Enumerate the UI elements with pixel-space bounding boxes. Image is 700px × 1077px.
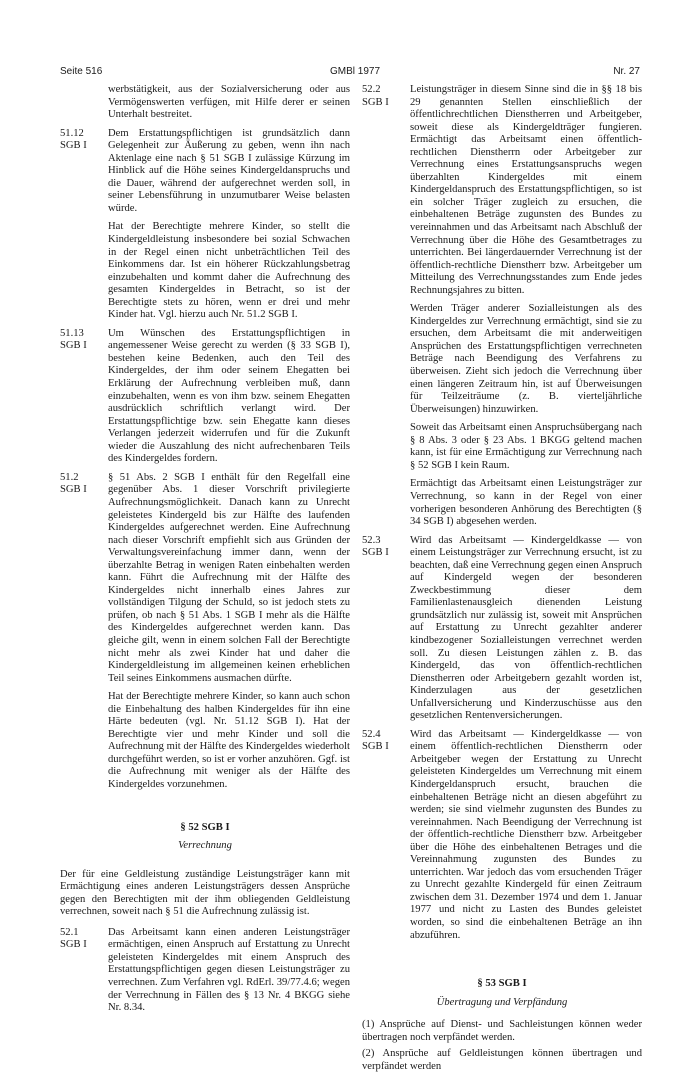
section-subtitle: Übertragung und Verpfändung	[436, 996, 568, 1008]
section-subtitle: Verrechnung	[178, 840, 232, 852]
left-column	[60, 84, 350, 1021]
entry-51-12	[60, 128, 350, 322]
section-title: § 52 SGB I	[180, 821, 230, 833]
entry-number: 51.2 SGB I	[60, 471, 87, 496]
entry-52-3	[362, 535, 642, 723]
paragraph: Hat der Berechtigte mehrere Kinder, so kann auch schon die Einbehaltung des halben Kindergeldes für ihn eine Härte bedeuten (vgl. Nr. 51.12 SGB I). Hat der Berechtigte vier und mehr Kinder und soll die Aufrechnung mit der Hälfte des Kindergeldes wiederholt durchgeführt werden, so ist er vorher anzuhören. Ggf. ist die Aufrechnung mit weniger als der Hälfte des Kindergeldes vorzunehmen.	[108, 691, 350, 790]
right-column	[362, 84, 642, 1077]
entry-number: 52.2 SGB I	[362, 84, 389, 108]
section-title: § 53 SGB I	[477, 978, 527, 990]
section-52-intro	[60, 869, 350, 919]
paragraph: Das Arbeitsamt kann einen anderen Leistungsträger ermächtigen, einen Anspruch auf Erstattung zu Unrecht geleisteten Kindergeldes mit einem Anspruch des Erstattungspflichtigen gegen diesen Leistungsträger zu verrechnen. Zum Verfahren vgl. RdErl. 39/77.4.6; wegen der Verrechnung in Fällen des § 13 Nr. 4 BKGG siehe Nr. 8.34.	[108, 926, 350, 1014]
paragraph: § 51 Abs. 2 SGB I enthält für den Regelfall eine gegenüber Abs. 1 dieser Vorschrift privilegierte Aufrechnungsmöglichkeit. Danach kann zu Unrecht geleistetes Kindergeld bis zur Hälfte des laufenden Kindergeldes aufgerechnet werden. Eine Aufrechnung nach dieser Vorschrift empfiehlt sich aus Gründen der Verwaltungsvereinfachung immer dann, wenn der überzahlte Betrag in wenigen Raten einbehalten werden kann. Führt die Aufrechnung mit der Hälfte des Kindergeldes nicht innerhalb eines Jahres zur vollständigen Tilgung der Schuld, so ist jedoch stets zu prüfen, ob nach § 51 Abs. 1 SGB I mehr als die Hälfte des Kindergeldes aufgerechnet werden kann. Das gleiche gilt, wenn in einem solchen Fall der Berechtigte nicht mehr als zwei Kinder hat und daher die Kindergeldleistung im allgemeinen keinen erheblichen Teil seines Einkommens ausmachen dürfte.	[108, 471, 350, 684]
paragraph: Wird das Arbeitsamt — Kindergeldkasse — von einem öffentlich-rechtlichen Dienstherrn oder Arbeitgeber wegen der Erstattung zu Unrecht geleisteten Kindergeldes um Verrechnung mit einem Kindergeldanspruch ersucht, brauchen die einbehaltenen Beträge nicht an diesen abgeführt zu werden; sie sind vielmehr zugunsten des Bundes zu vereinnahmen. Nach Beendigung der Verrechnung ist der öffentlich-rechtliche Dienstherr bzw. Arbeitgeber über die Höhe des einbehaltenen Betrages und die Vereinnahmung zugunsten des Bundes zu unterrichten. War jedoch das vom ersuchenden Träger zu Unrecht gezahlte Kindergeld für einen Zeitraum zwischen dem 31. Dezember 1974 und dem 1. Januar 1977 und nicht zu Lasten des Bundes geleistet worden, so sind die einbehaltenen Beträge an ihn abzuführen.	[410, 728, 642, 941]
issue-number: Nr. 27	[613, 66, 640, 77]
paragraph: Hat der Berechtigte mehrere Kinder, so stellt die Kindergeldleistung insbesondere bei sozial Schwachen in der Regel einen nicht unbeträchtlichen Teil des Einkommens dar. Ist ein höherer Rückzahlungsbetrag einzubehalten und kommt daher die Aufrechnung des gesamten Kindergeldes in Betracht, so ist der Berechtigte stets zu hören, wenn er drei und mehr Kinder hat. Vgl. hierzu auch Nr. 51.2 SGB I.	[108, 221, 350, 321]
paragraph: Um Wünschen des Erstattungspflichtigen in angemessener Weise gerecht zu werden (§ 33 SGB I), bestehen keine Bedenken, auch den Teil des Kindergeldes, der ihm oder seinem Ehegatten bei Erklärung der Aufrechnung verbleiben muß, dann einzubehalten, wenn es von ihm bzw. seinem Ehegatten ausdrücklich schriftlich verlangt wird. Der Erstattungspflichtige bzw. sein Ehegatte kann dieses Verlangen jederzeit widerrufen und für die Zukunft wieder die Auszahlung des nicht aufrechenbaren Teils des Kindergeldes fordern.	[108, 327, 350, 465]
section-52-heading	[60, 822, 350, 853]
paragraph: Soweit das Arbeitsamt einen Anspruchsübergang nach § 8 Abs. 3 oder § 23 Abs. 1 BKGG geltend machen kann, ist für eine Ermächtigung zur Verrechnung nach § 52 SGB I kein Raum.	[410, 422, 642, 471]
paragraph: (2) Ansprüche auf Geldleistungen können übertragen und verpfändet werden	[362, 1048, 642, 1072]
entry-number: 52.4 SGB I	[362, 728, 389, 753]
paragraph: Der für eine Geldleistung zuständige Leistungsträger kann mit Ermächtigung eines anderen Leistungsträgers dessen Ansprüche gegen den Berechtigten mit der ihm obliegenden Geldleistung verrechnen, soweit nach § 51 die Aufrechnung zulässig ist.	[60, 868, 350, 918]
entry-number: 51.13 SGB I	[60, 327, 87, 352]
intro-continuation	[60, 84, 350, 122]
paragraph: Leistungsträger in diesem Sinne sind die in §§ 18 bis 29 genannten Stellen einschließlich der öffentlichrechtlichen Dienstherren und Arbeitgeber, soweit diese als Kindergeldträger fungieren. Ermächtigt das Arbeitsamt einen öffentlich-rechtlichen Dienstherrn oder Arbeitgeber zur Verrechnung eines Erstattungsanspruchs wegen überzahlten Kindergeldes mit einem Kindergeldanspruch des Erstattungspflichtigen, so ist ein solcher Träger zugleich zu ersuchen, die einbehaltenen Beträge zugunsten des Bundes zu vereinnahmen und das Arbeitsamt nach Abschluß der Verrechnung über die Höhe des Gesamtbetrages zu unterrichten. Bei längerdauernder Verrechnung ist der öffentlich-rechtliche Dienstherr bzw. Arbeitgeber um Mitteilung des Verrechnungsstandes zum Ende jedes Rechnungsjahres zu bitten.	[410, 84, 642, 296]
page-header	[60, 65, 640, 79]
section-53-body	[362, 1019, 642, 1073]
paragraph: Dem Erstattungspflichtigen ist grundsätzlich dann Gelegenheit zur Äußerung zu geben, wenn ihn nach Aktenlage eine nach § 51 SGB I zulässige Kürzung im Hinblick auf die Höhe seines Kindergeldanspruchs und die Dauer, während der aufgerechnet werden soll, in seiner Lebensführung in unzumutbarer Weise belasten würde.	[108, 127, 350, 214]
paragraph: Ermächtigt das Arbeitsamt einen Leistungsträger zur Verrechnung, so kann in der Regel von einer vorherigen besonderen Anhörung des Berechtigten (§ 34 SGB I) abgesehen werden.	[410, 478, 642, 528]
entry-52-4	[362, 729, 642, 942]
journal-title: GMBl 1977	[330, 66, 381, 77]
paragraph: Werden Träger anderer Sozialleistungen als des Kindergeldes zur Verrechnung ermächtigt, sind sie zu ersuchen, dem Arbeitsamt die mit anderweitigen Ansprüchen des Erstattungspflichtigen verrechneten Beträge nach Beendigung des Verfahrens zu überweisen. Zieht sich jedoch die Verrechnung über einen längeren Zeitraum hin, ist auf Überweisungen für Teilzeiträume (z. B. vierteljährliche Überweisungen) hinzuwirken.	[410, 303, 642, 415]
entry-52-2	[362, 84, 642, 529]
entry-number: 51.12 SGB I	[60, 127, 87, 152]
intro-text: werbstätigkeit, aus der Sozialversicherung oder aus Vermögenswerten verfügen, mit Hilfe derer er seinen Unterhalt bestreitet.	[108, 84, 350, 121]
entry-number: 52.1 SGB I	[60, 926, 87, 951]
section-53-heading	[362, 978, 642, 1009]
page-number: Seite 516	[60, 66, 103, 77]
paragraph: (1) Ansprüche auf Dienst- und Sachleistungen können weder übertragen noch verpfändet werden.	[362, 1019, 642, 1043]
entry-52-1	[60, 927, 350, 1015]
entry-51-2	[60, 472, 350, 792]
entry-51-13	[60, 328, 350, 466]
entry-number: 52.3 SGB I	[362, 534, 389, 559]
paragraph: Wird das Arbeitsamt — Kindergeldkasse — von einem Leistungsträger zur Verrechnung ersucht, ist zu beachten, daß eine Verrechnung gegen einen Anspruch auf Kindergeld wegen der besonderen Zweckbestimmung dieser dem Familienlastenausgleich dienenden Leistung grundsätzlich nur zulässig ist, soweit mit Ansprüchen auf Erstattung zu Unrecht gezahlter anderer kindbezogener Sozialleistungen verrechnet werden soll. Zu diesen Leistungen zählen z. B. das Kindergeld, das von öffentlich-rechtlichen Dienstherren oder Arbeitgebern gezahlt worden ist, Kinderzulagen aus der gesetzlichen Unfallversicherung und Kinderzuschüsse aus den gesetzlichen Rentenversicherungen.	[410, 534, 642, 722]
